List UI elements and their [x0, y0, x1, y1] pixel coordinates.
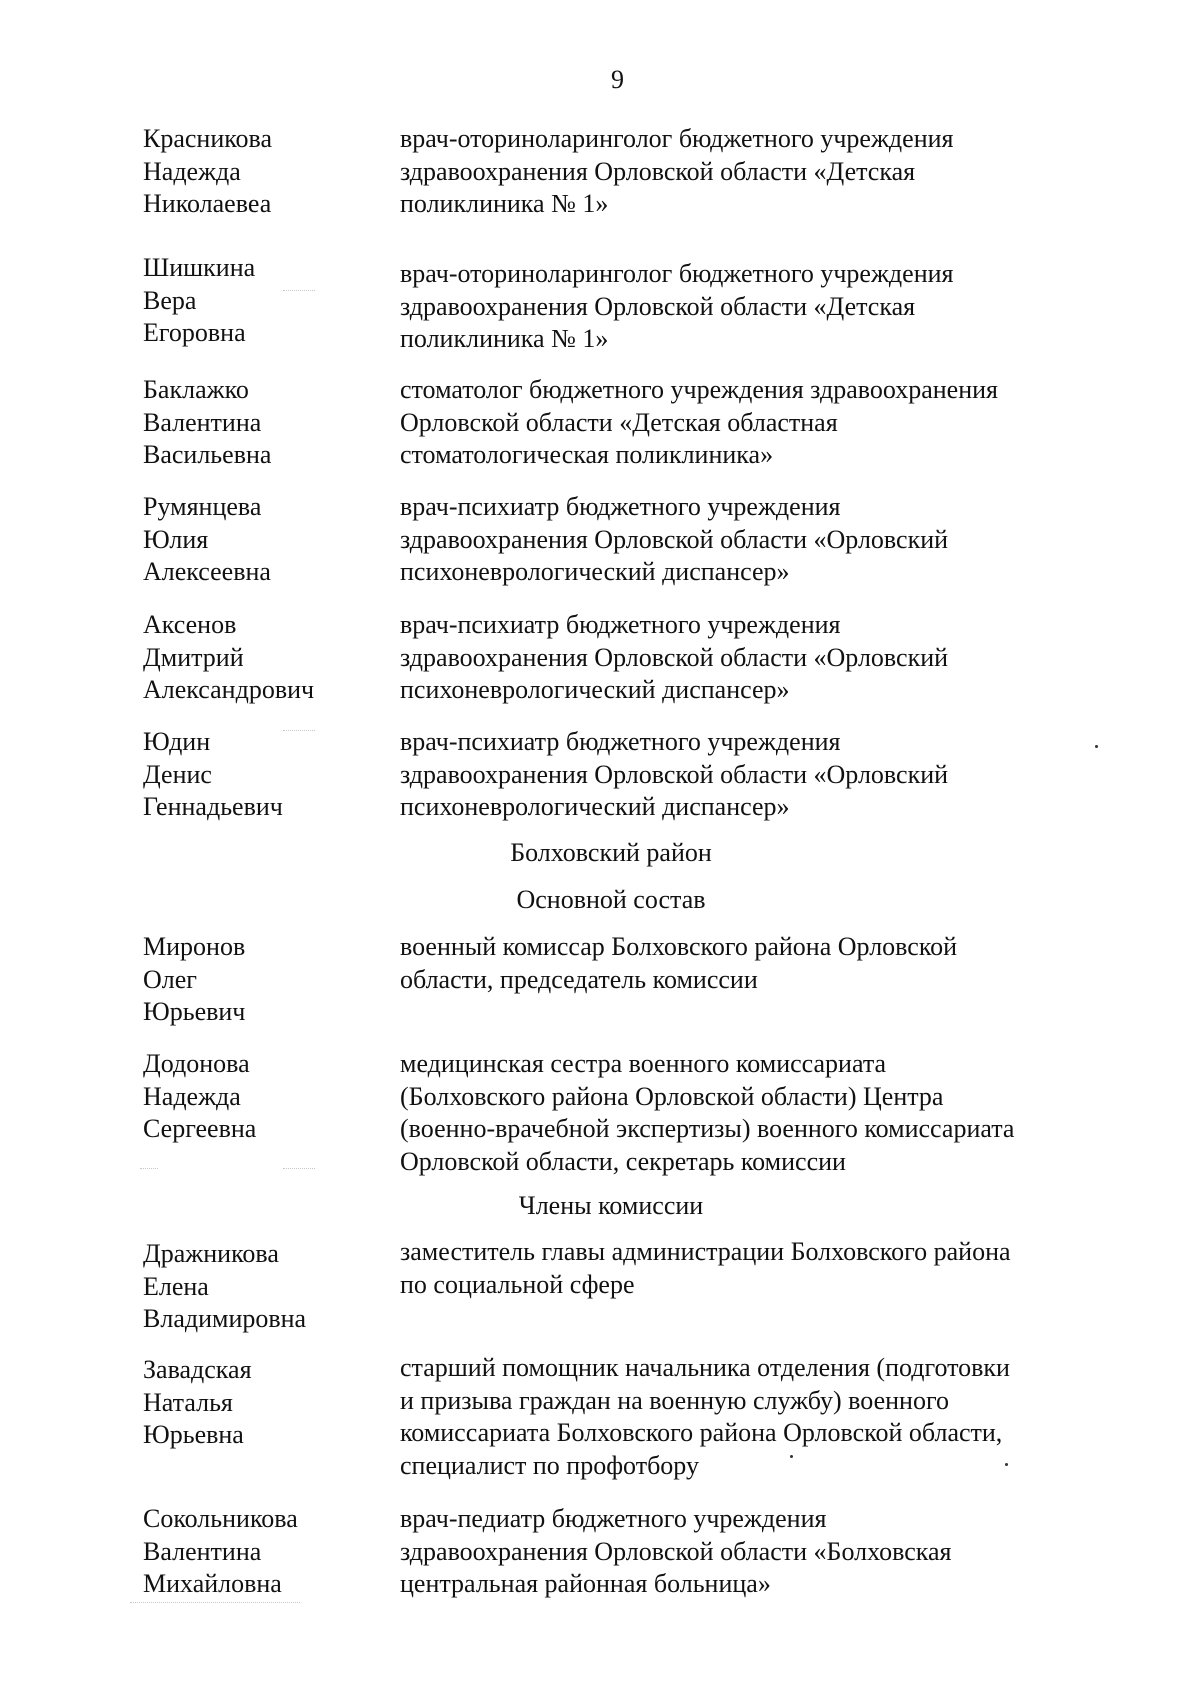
scan-speck	[1005, 1463, 1008, 1466]
person-role: старший помощник начальника отделения (подготовки и призыва граждан на военную службу) военного комиссариата Болховского района Орловской области, специалист по профотбору	[400, 1353, 1010, 1480]
person-role: врач-педиатр бюджетного учреждения здравоохранения Орловской области «Болховская центральная районная больница»	[400, 1504, 952, 1598]
scan-noise	[283, 730, 315, 732]
person-name: Сокольникова Валентина Михайловна	[143, 1504, 298, 1598]
person-role: военный комиссар Болховского района Орловской области, председатель комиссии	[400, 932, 958, 994]
person-name: Румянцева Юлия Алексеевна	[143, 492, 271, 586]
person-role: врач-психиатр бюджетного учреждения здравоохранения Орловской области «Орловский психоневрологический диспансер»	[400, 492, 949, 586]
person-name: Юдин Денис Геннадьевич	[143, 727, 283, 821]
scan-noise	[130, 1602, 300, 1604]
scan-noise	[283, 290, 315, 292]
page-number: 9	[611, 65, 624, 94]
person-name: Красникова Надежда Николаевеа	[143, 124, 273, 218]
district-heading: Болховский район	[510, 838, 712, 867]
scan-speck	[790, 1455, 793, 1458]
person-name: Баклажко Валентина Васильевна	[143, 375, 272, 469]
scan-noise	[283, 1168, 315, 1170]
section-heading-members: Члены комиссии	[518, 1191, 704, 1220]
person-role: заместитель главы администрации Болховского района по социальной сфере	[400, 1237, 1011, 1299]
section-heading-main: Основной состав	[516, 885, 706, 914]
person-role: стоматолог бюджетного учреждения здравоохранения Орловской области «Детская областная стоматологическая поликлиника»	[400, 375, 998, 469]
scan-noise	[140, 1168, 158, 1170]
person-name: Аксенов Дмитрий Александрович	[143, 610, 315, 704]
person-name: Миронов Олег Юрьевич	[143, 932, 246, 1026]
person-role: врач-оториноларинголог бюджетного учреждения здравоохранения Орловской области «Детская поликлиника № 1»	[400, 124, 954, 218]
scan-speck	[1095, 745, 1098, 748]
person-role: врач-психиатр бюджетного учреждения здравоохранения Орловской области «Орловский психоневрологический диспансер»	[400, 727, 949, 821]
person-name: Дражникова Елена Владимировна	[143, 1239, 307, 1333]
person-name: Завадская Наталья Юрьевна	[143, 1355, 252, 1449]
person-role: врач-психиатр бюджетного учреждения здравоохранения Орловской области «Орловский психоневрологический диспансер»	[400, 610, 949, 704]
person-name: Додонова Надежда Сергеевна	[143, 1049, 257, 1143]
person-role: медицинская сестра военного комиссариата (Болховского района Орловской области) Центра (военно-врачебной экспертизы) военного комиссариата Орловской области, секретарь комиссии	[400, 1049, 1015, 1176]
person-name: Шишкина Вера Егоровна	[143, 253, 256, 347]
person-role: врач-оториноларинголог бюджетного учреждения здравоохранения Орловской области «Детская поликлиника № 1»	[400, 259, 954, 353]
